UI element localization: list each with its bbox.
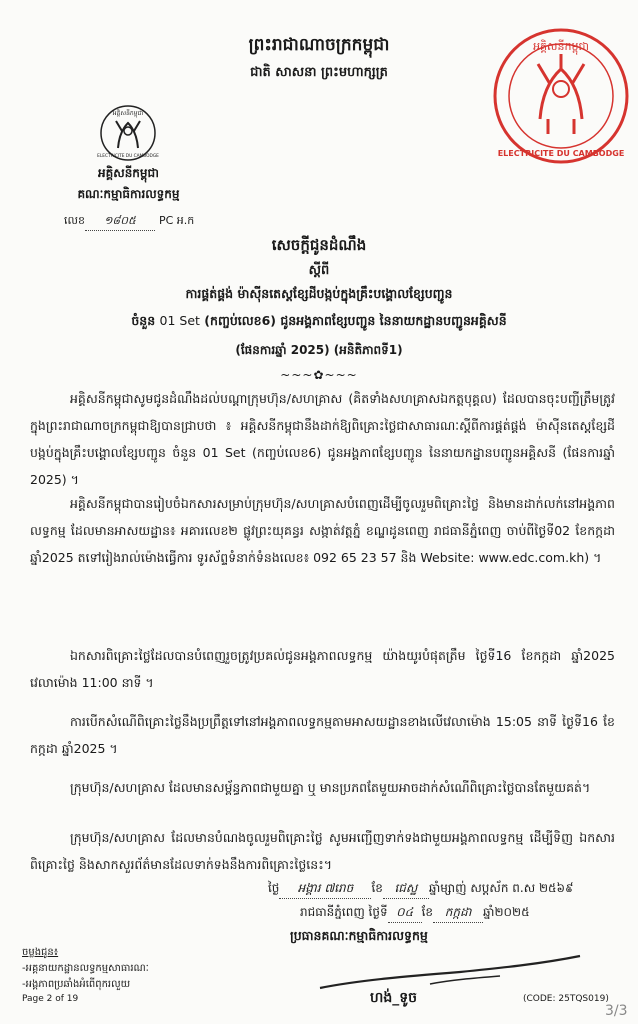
edc-logo [92,104,164,162]
paragraph-3: ឯកសារពិគ្រោះថ្លៃដែលបានបំពេញរួចត្រូវប្រគល់ជូនអង្គភាពលទ្ធកម្ម យ៉ាងយូរបំផុតត្រឹម ថ្ងៃទី16 ខែកក្កដា ឆ្នាំ2025 វេលាម៉ោង 11:00 នាទី ។ [30,648,615,690]
cc-item-1: -អគ្គនាយកដ្ឋានលទ្ធកម្មសាធារណៈ [22,963,149,974]
notice-subject: ការផ្គត់ផ្គង់ ម៉ាស៊ីនតេស្តខ្សែដីបង្កប់ក្នុងគ្រឹះបង្គោលខ្សែបញ្ជូន [185,286,453,301]
solar-date: រាជធានីភ្នំពេញ ថ្ងៃទី ០៤ ខែ កក្កដា ឆ្នាំ២០២៥ [300,904,530,923]
notice-subject-label: ស្តីពី [308,263,330,278]
notice-title: សេចក្តីជូនដំណឹង [271,236,367,254]
paragraph-6: ក្រុមហ៊ុន/សហគ្រាស ដែលមានបំណងចូលរួមពិគ្រោះថ្លៃ សូមអញ្ជើញទាក់ទងជាមួយអង្គភាពលទ្ធកម្ម ដើម្បីទិញ ឯកសារពិគ្រោះថ្លៃ និងសាកសួរព័ត៌មានដែលទាក់ទងនឹងការពិគ្រោះថ្លៃនេះ។ [30,830,615,872]
signatory-name: ហង់_ទូច [370,990,417,1006]
svg-text:អគ្គិសនីកម្ពុជា: អគ្គិសនីកម្ពុជា [533,40,589,53]
signature [300,950,590,1000]
kingdom-title: ព្រះរាជាណាចក្រកម្ពុជា [248,35,390,55]
paragraph-5: ក្រុមហ៊ុន/សហគ្រាស ដែលមានសម្ព័ន្ធភាពជាមួយគ្នា ឬ មានប្រភពតែមួយអាចដាក់សំណើពិគ្រោះថ្លៃបានតែមួយគត់។ [70,780,591,795]
document-code: (CODE: 25TQS019) [523,994,609,1004]
cc-label: ចម្លងជូន៖ [22,947,59,958]
svg-text:អគ្គិសនីកម្ពុជា: អគ្គិសនីកម្ពុជា [112,110,144,117]
cc-item-2: -អង្គភាពប្រឆាំងអំពើពុករលួយ [22,979,131,990]
org-committee: គណៈកម្មាធិការលទ្ធកម្ម [77,187,180,201]
org-name: អគ្គិសនីកម្ពុជា [98,166,159,180]
paragraph-2: អគ្គិសនីកម្ពុជាបានរៀបចំឯកសារសម្រាប់ក្រុមហ៊ុន/សហគ្រាសបំពេញដើម្បីចូលរួមពិគ្រោះថ្លៃ និងមានដាក់លក់នៅអង្គភាពលទ្ធកម្ម ដែលមានអាសយដ្ឋាន៖ អគារលេខ២ ផ្លូវព្រះយុគន្ធរ សង្កាត់វត្តភ្នំ ខណ្ឌដូនពេញ រាជធានីភ្នំពេញ ចាប់ពីថ្ងៃទី02 ខែកក្កដា ឆ្នាំ2025 តទៅរៀងរាល់ម៉ោងធ្វើការ ទូរស័ព្ទទំនាក់ទំនងលេខ៖ 092 65 23 57 និង Website: www.edc.com.kh) ។ [30,496,615,565]
signatory-title: ប្រធានគណៈកម្មាធិការលទ្ធកម្ម [290,928,428,943]
website-link[interactable]: www.edc.com.kh [478,550,585,565]
paragraph-1: អគ្គិសនីកម្ពុជាសូមជូនដំណឹងដល់បណ្តាក្រុមហ៊ុន/សហគ្រាស (គិតទាំងសហគ្រាសឯកត្តបុគ្គល) ដែលបានចុះបញ្ជីត្រឹមត្រូវក្នុងព្រះរាជាណាចក្រកម្ពុជាឱ្យបានជ្រាបថា ៖ អគ្គិសនីកម្ពុជានឹងដាក់ឱ្យពិគ្រោះថ្លៃជាសាធារណៈស្តីពីការផ្គត់ផ្គង់ ម៉ាស៊ីនតេស្តខ្សែដីបង្កប់ក្នុងគ្រឹះបង្គោលខ្សែបញ្ជូន ចំនួន 01 Set (កញ្ចប់លេខ6) ជូនអង្គភាពខ្សែបញ្ជូន នៃនាយកដ្ឋានបញ្ជូនអគ្គិសនី (ផែនការឆ្នាំ 2025) ។ [30,391,615,487]
paragraph-4: ការបើកសំណើពិគ្រោះថ្លៃនឹងប្រព្រឹត្តទៅនៅអង្គភាពលទ្ធកម្មតាមអាសយដ្ឋានខាងលើវេលាម៉ោង 15:05 នាទី ថ្ងៃទី16 ខែកក្កដា ឆ្នាំ2025 ។ [30,714,615,756]
title-ornament: ~~~✿~~~ [280,368,358,382]
notice-plan-line: (ផែនការឆ្នាំ 2025) (អនិតិភាពទី1) [235,343,403,357]
svg-text:ELECTRICITE DU CAMBODGE: ELECTRICITE DU CAMBODGE [97,154,159,159]
lunar-date: ថ្ងៃ អង្គារ ៧រោច ខែ ជេស្ឋ ឆ្នាំម្សាញ់ សប្តស័ក ព.ស ២៥៦៩ [268,880,574,899]
national-motto: ជាតិ សាសនា ព្រះមហាក្សត្រ [250,65,388,80]
reference-number: លេខ ១៨០៥ PC អ.ក [64,214,194,231]
page-edge-number: 3/3 [605,1003,628,1019]
svg-text:ELECTRICITE DU CAMBODGE: ELECTRICITE DU CAMBODGE [497,149,625,158]
page-number: Page 2 of 19 [22,994,79,1004]
notice-quantity-line: ចំនួន 01 Set (កញ្ចប់លេខ6) ជូនអង្គភាពខ្សែបញ្ជូន នៃនាយកដ្ឋានបញ្ជូនអគ្គិសនី [131,313,507,328]
